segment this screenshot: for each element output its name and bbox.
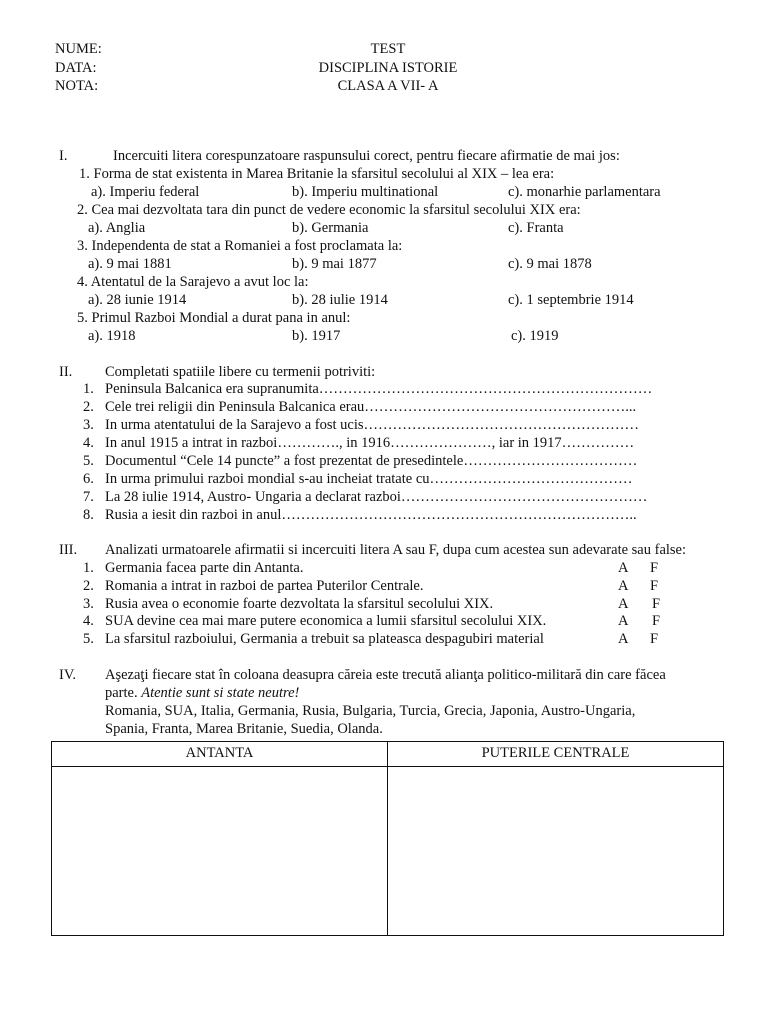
tf-item-text: Germania facea parte din Antanta. <box>105 560 304 576</box>
q3-text: 3. Independenta de stat a Romaniei a fost proclamata la: <box>77 238 403 254</box>
tf-item-text: Rusia avea o economie foarte dezvoltata la sfarsitul secolului XIX. <box>105 596 494 612</box>
fill-item-text: In anul 1915 a intrat in razboi…………., in 1916…………………, iar in 1917…………… <box>105 435 635 451</box>
class-title: CLASA A VII- A <box>337 78 439 94</box>
tf-item-number: 5. <box>83 631 94 647</box>
fill-item-number: 3. <box>83 417 94 433</box>
fill-item-number: 6. <box>83 471 94 487</box>
q4-text: 4. Atentatul de la Sarajevo a avut loc la: <box>77 274 309 290</box>
section-4-number: IV. <box>59 667 77 683</box>
q5-text: 5. Primul Razboi Mondial a durat pana in anul: <box>77 310 351 326</box>
alliance-table-header-row <box>52 742 724 767</box>
section-3-number: III. <box>59 542 78 558</box>
tf-item-number: 2. <box>83 578 94 594</box>
tf-item-number: 3. <box>83 596 94 612</box>
fill-item-number: 4. <box>83 435 94 451</box>
antanta-column-header: ANTANTA <box>52 742 388 767</box>
header-date-label: DATA: <box>55 60 97 76</box>
q1-option-a: a). Imperiu federal <box>91 184 200 200</box>
tf-false-option: F <box>652 596 661 612</box>
fill-item-text: Documentul “Cele 14 puncte” a fost prezentat de presedintele……………………………… <box>105 453 638 469</box>
alliance-table <box>51 741 724 936</box>
fill-item-number: 2. <box>83 399 94 415</box>
section-1-number: I. <box>59 148 68 164</box>
tf-item-text: La sfarsitul razboiului, Germania a trebuit sa plateasca despagubiri material <box>105 631 544 647</box>
fill-item-number: 1. <box>83 381 94 397</box>
q2-option-b: b). Germania <box>292 220 369 236</box>
fill-item-text: In urma atentatului de la Sarajevo a fost ucis………………………………………………… <box>105 417 639 433</box>
tf-item-text: Romania a intrat in razboi de partea Puterilor Centrale. <box>105 578 424 594</box>
tf-false-option: F <box>650 560 659 576</box>
q2-option-c: c). Franta <box>508 220 564 236</box>
tf-item-number: 4. <box>83 613 94 629</box>
q1-option-b: b). Imperiu multinational <box>292 184 439 200</box>
section-2-instruction: Completati spatiile libere cu termenii potriviti: <box>105 364 376 380</box>
fill-item-number: 5. <box>83 453 94 469</box>
q4-option-c: c). 1 septembrie 1914 <box>508 292 634 308</box>
tf-false-option: F <box>650 631 659 647</box>
fill-item-text: In urma primului razboi mondial s-au incheiat tratate cu…………………………………… <box>105 471 633 487</box>
alliance-table-answer-row <box>52 767 724 936</box>
puterile-centrale-answer-cell[interactable] <box>388 767 724 936</box>
tf-true-option: A <box>618 613 629 629</box>
fill-item-number: 7. <box>83 489 94 505</box>
neutral-states-note: Atentie sunt si state neutre! <box>141 685 300 701</box>
discipline-title: DISCIPLINA ISTORIE <box>318 60 458 76</box>
tf-item-number: 1. <box>83 560 94 576</box>
tf-false-option: F <box>650 578 659 594</box>
section-4-instruction-line1: Aşezaţi fiecare stat în coloana deasupra căreia este trecută alianţa politico-militară din care făcea <box>105 667 666 683</box>
tf-true-option: A <box>618 596 629 612</box>
q5-option-a: a). 1918 <box>88 328 136 344</box>
tf-item-text: SUA devine cea mai mare putere economica a lumii sfarsitul secolului XIX. <box>105 613 547 629</box>
tf-true-option: A <box>618 578 629 594</box>
q2-text: 2. Cea mai dezvoltata tara din punct de vedere economic la sfarsitul secolului XIX era: <box>77 202 581 218</box>
q1-text: 1. Forma de stat existenta in Marea Britanie la sfarsitul secolului al XIX – lea era: <box>79 166 555 182</box>
fill-item-text: Rusia a iesit din razboi in anul……………………………………………………………….. <box>105 507 637 523</box>
section-4-instruction-part: parte. <box>105 685 138 701</box>
q1-option-c: c). monarhie parlamentara <box>508 184 661 200</box>
states-list-line2: Spania, Franta, Marea Britanie, Suedia, Olanda. <box>105 721 383 737</box>
test-title: TEST <box>370 41 406 57</box>
fill-item-text: Cele trei religii din Peninsula Balcanica erau………………………………………………... <box>105 399 637 415</box>
q3-option-c: c). 9 mai 1878 <box>508 256 592 272</box>
q3-option-b: b). 9 mai 1877 <box>292 256 377 272</box>
puterile-centrale-column-header: PUTERILE CENTRALE <box>388 742 724 767</box>
states-list-line1: Romania, SUA, Italia, Germania, Rusia, Bulgaria, Turcia, Grecia, Japonia, Austro-Ungaria, <box>105 703 636 719</box>
tf-true-option: A <box>618 560 629 576</box>
tf-true-option: A <box>618 631 629 647</box>
q5-option-b: b). 1917 <box>292 328 341 344</box>
q5-option-c: c). 1919 <box>511 328 559 344</box>
fill-item-number: 8. <box>83 507 94 523</box>
section-2-number: II. <box>59 364 73 380</box>
tf-false-option: F <box>652 613 661 629</box>
header-grade-label: NOTA: <box>55 78 99 94</box>
section-4-instruction-line2 <box>105 684 299 702</box>
q4-option-b: b). 28 iulie 1914 <box>292 292 388 308</box>
q4-option-a: a). 28 iunie 1914 <box>88 292 187 308</box>
q3-option-a: a). 9 mai 1881 <box>88 256 172 272</box>
fill-item-text: Peninsula Balcanica era supranumita…………………………………………………………… <box>105 381 653 397</box>
section-1-instruction: Incercuiti litera corespunzatoare raspunsului corect, pentru fiecare afirmatie de mai jos: <box>113 148 620 164</box>
section-3-instruction: Analizati urmatoarele afirmatii si incercuiti litera A sau F, dupa cum acestea sun adevarate sau false: <box>105 542 687 558</box>
fill-item-text: La 28 iulie 1914, Austro- Ungaria a declarat razboi…………………………………………… <box>105 489 648 505</box>
antanta-answer-cell[interactable] <box>52 767 388 936</box>
q2-option-a: a). Anglia <box>88 220 146 236</box>
header-name-label: NUME: <box>55 41 102 57</box>
